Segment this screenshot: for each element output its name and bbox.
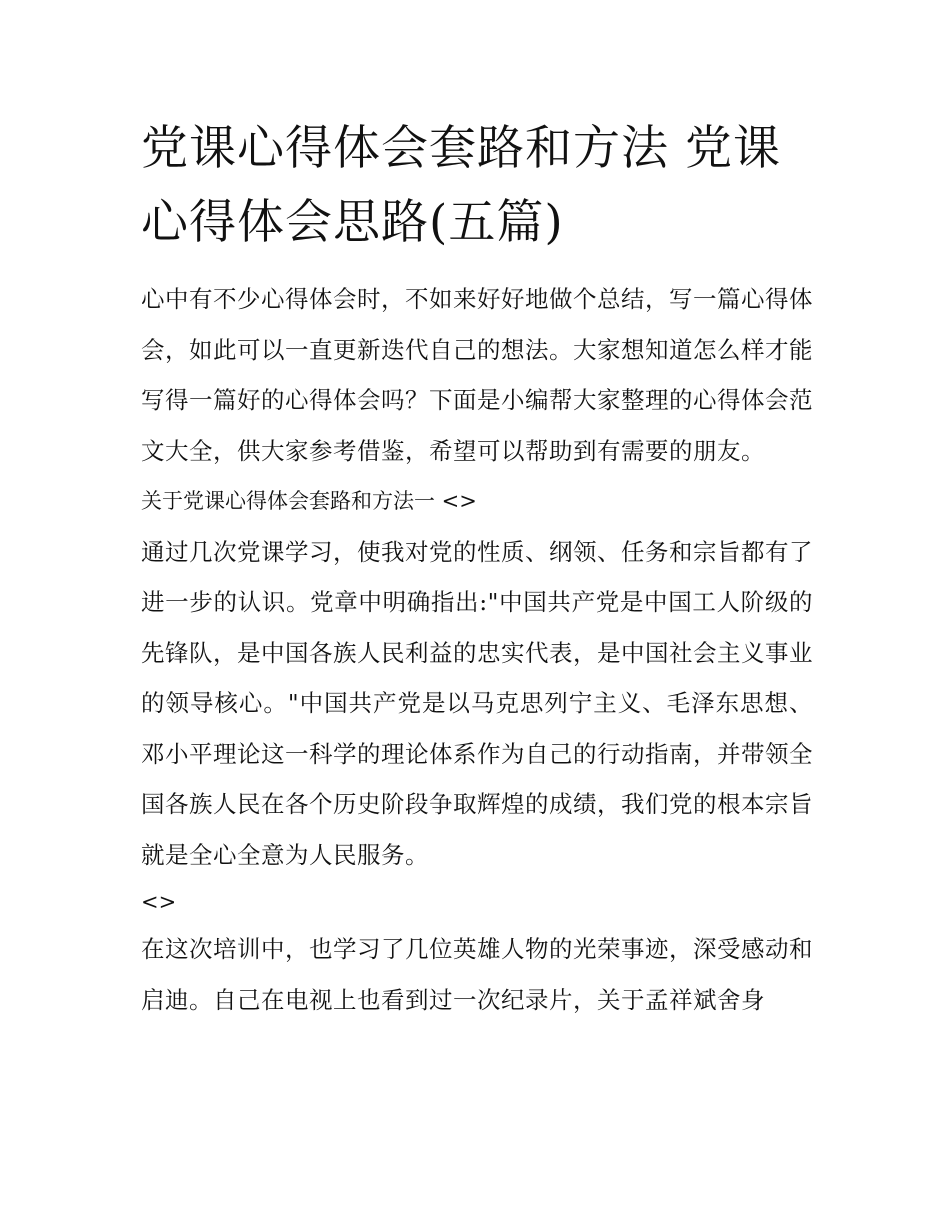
document-page xyxy=(141,112,813,1025)
body-paragraph-2: 在这次培训中，也学习了几位英雄人物的光荣事迹，深受感动和启迪。自己在电视上也看到过一次纪录片，关于孟祥斌舍身 xyxy=(141,935,813,1014)
document-title: 党课心得体会套路和方法 党课心得体会思路(五篇) xyxy=(141,121,781,250)
body-paragraph-1: 通过几次党课学习，使我对党的性质、纲领、任务和宗旨都有了进一步的认识。党章中明确指出:"中国共产党是中国工人阶级的先锋队，是中国各族人民利益的忠实代表，是中国社会主义事业的领导核心。"中国共产党是以马克思列宁主义、毛泽东思想、邓小平理论这一科学的理论体系作为自己的行动指南，并带领全国各族人民在各个历史阶段争取辉煌的成绩，我们党的根本宗旨就是全心全意为人民服务。 xyxy=(141,537,813,869)
intro-paragraph: 心中有不少心得体会时，不如来好好地做个总结，写一篇心得体会，如此可以一直更新迭代自己的想法。大家想知道怎么样才能写得一篇好的心得体会吗？下面是小编帮大家整理的心得体会范文大全，供大家参考借鉴，希望可以帮助到有需要的朋友。 xyxy=(141,285,813,465)
section-marker: <> xyxy=(141,890,177,914)
section-heading: 关于党课心得体会套路和方法一 <> xyxy=(141,489,477,513)
